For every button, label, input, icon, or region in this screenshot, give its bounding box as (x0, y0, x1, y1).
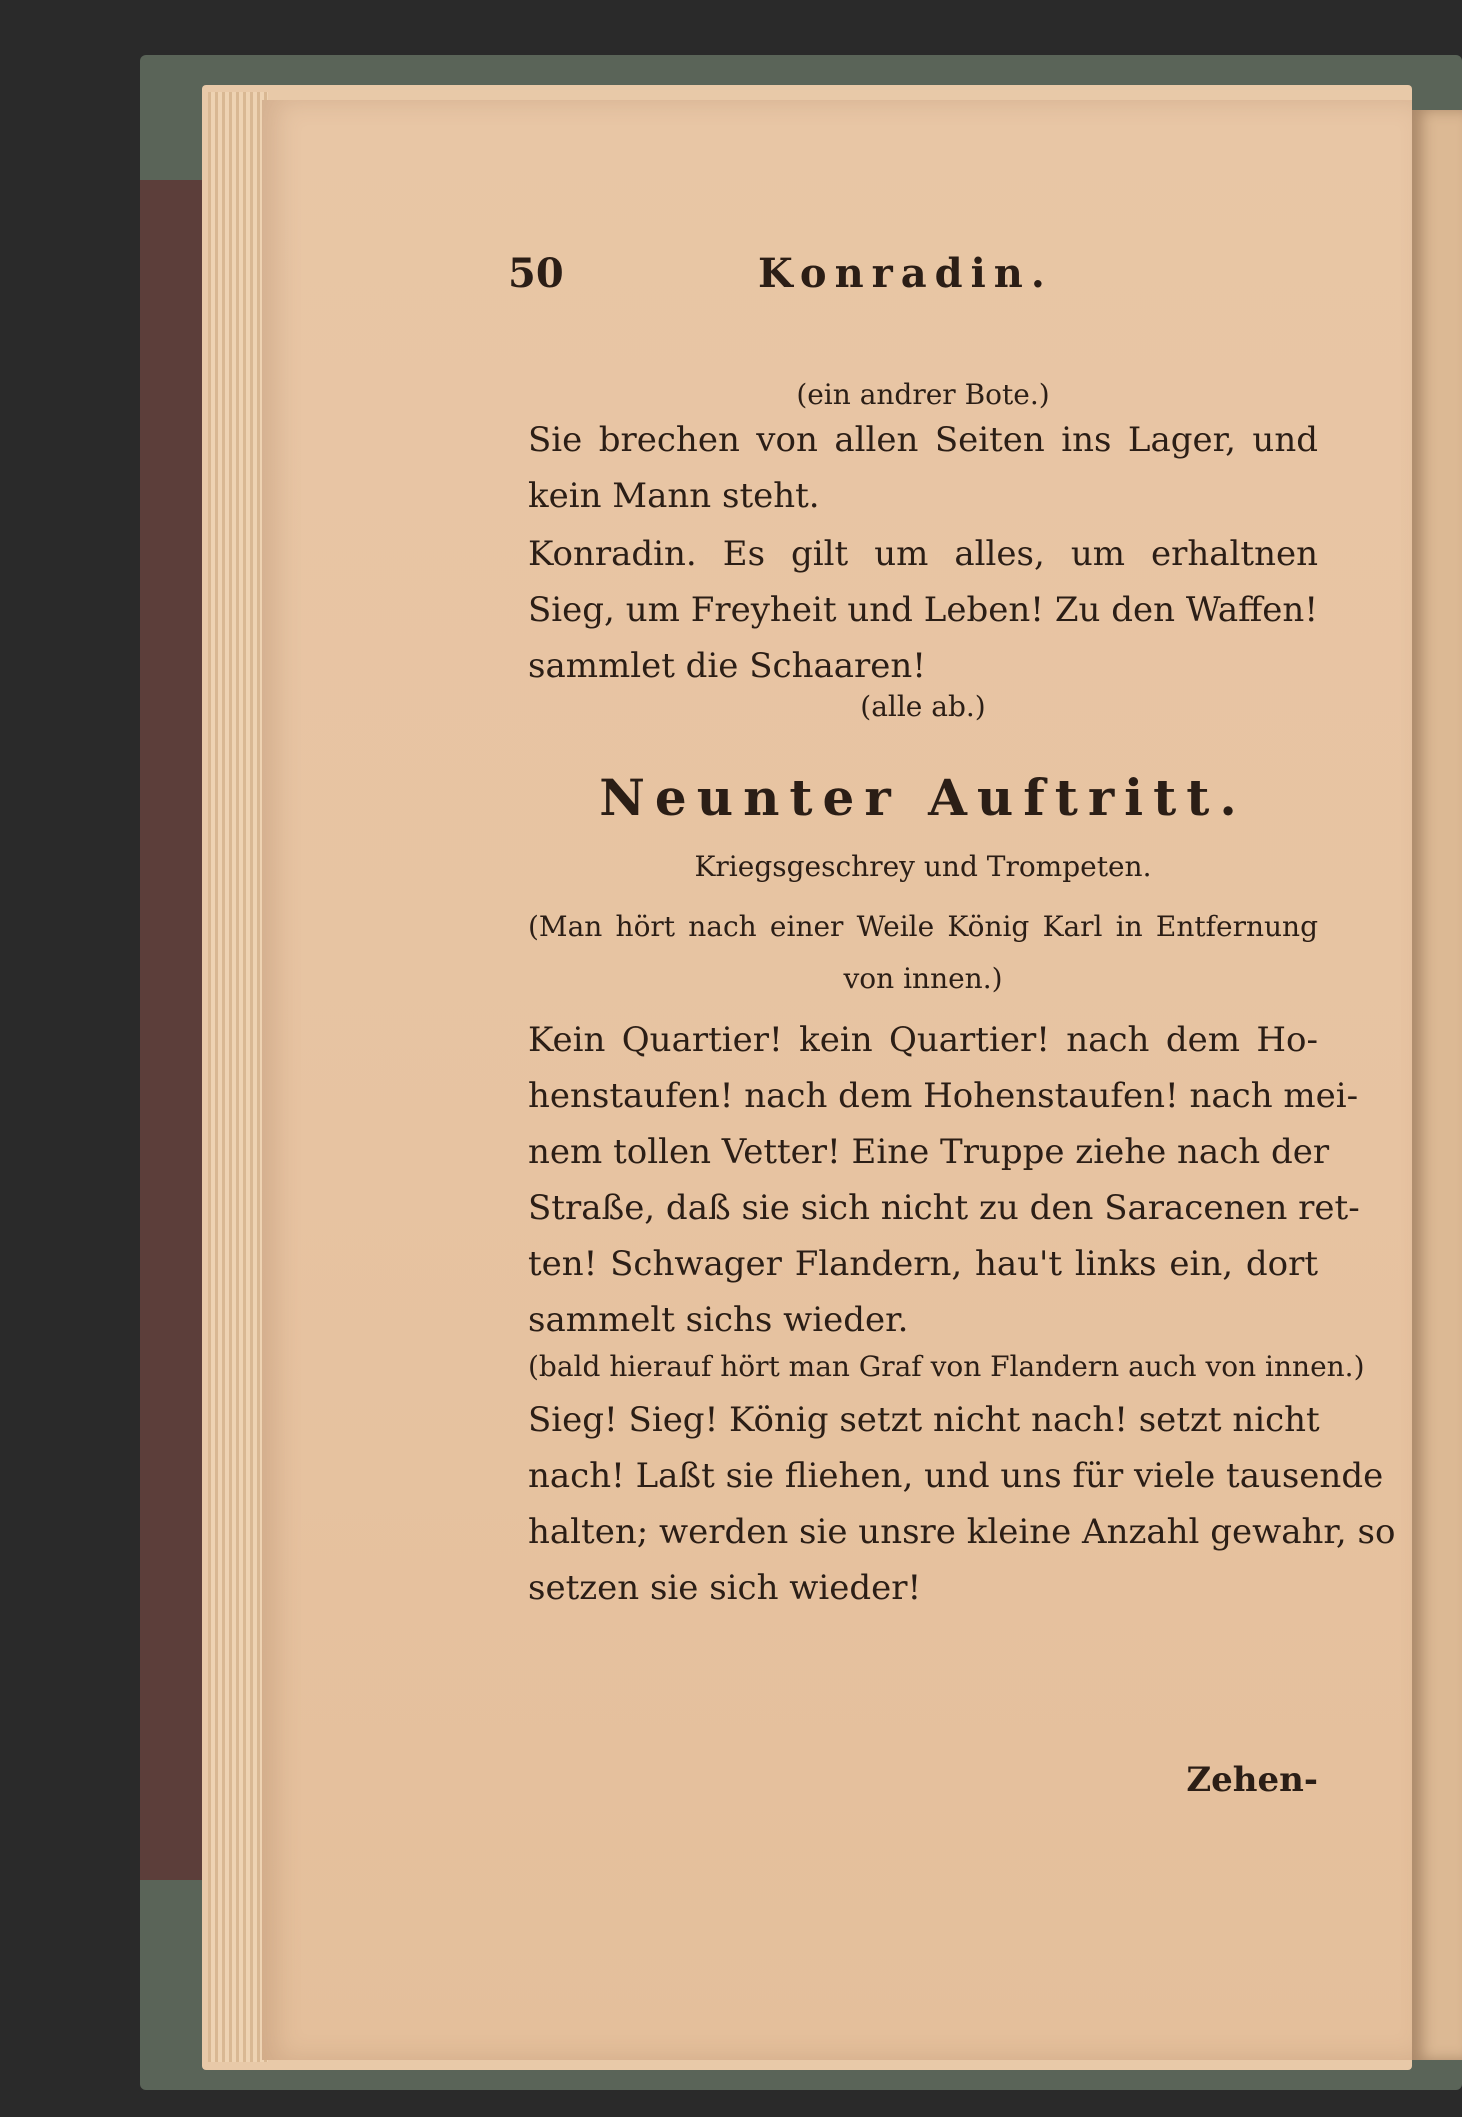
text-line: nem tollen Vetter! Eine Truppe ziehe nach der (528, 1132, 1330, 1172)
text-line: sammelt sichs wieder. (528, 1300, 909, 1340)
text-line: Kein Quartier! kein Quartier! nach dem Ho- (528, 1020, 1318, 1060)
facing-page-edge (1412, 110, 1462, 2060)
text-line: Konradin. Es gilt um alles, um erhaltnen (528, 534, 1318, 574)
text-line: Straße, daß sie sich nicht zu den Saracenen ret- (528, 1188, 1360, 1228)
text-line: Sieg, um Freyheit und Leben! Zu den Waffen! (528, 590, 1318, 630)
page-number: 50 (508, 250, 564, 297)
text-line: ten! Schwager Flandern, hau't links ein, dort (528, 1244, 1318, 1284)
catchword: Zehen- (1186, 1760, 1318, 1800)
stage-direction: Kriegsgeschrey und Trompeten. (694, 850, 1152, 883)
text-line: setzen sie sich wieder! (528, 1568, 922, 1608)
stage-direction: von innen.) (843, 962, 1003, 995)
text-line: halten; werden sie unsre kleine Anzahl gewahr, so (528, 1512, 1396, 1552)
scene-heading: Neunter Auftritt. (599, 768, 1247, 827)
text-line: kein Mann steht. (528, 476, 820, 516)
text-line: henstaufen! nach dem Hohenstaufen! nach mei- (528, 1076, 1359, 1116)
text-line: sammlet die Schaaren! (528, 646, 926, 686)
stage-direction: (bald hierauf hört man Graf von Flandern auch von innen.) (528, 1350, 1365, 1383)
text-line: Sie brechen von allen Seiten ins Lager, und (528, 420, 1318, 460)
stage-direction: (alle ab.) (860, 690, 986, 723)
stage-direction: (ein andrer Bote.) (796, 378, 1050, 411)
page-edges (208, 92, 268, 2062)
stage-direction: (Man hört nach einer Weile König Karl in Entfernung (528, 910, 1318, 943)
running-title: Konradin. (758, 250, 1053, 297)
book-spine (140, 180, 210, 1880)
text-line: Sieg! Sieg! König setzt nicht nach! setzt nicht (528, 1400, 1320, 1440)
text-line: nach! Laßt sie fliehen, und uns für viele tausende (528, 1456, 1384, 1496)
